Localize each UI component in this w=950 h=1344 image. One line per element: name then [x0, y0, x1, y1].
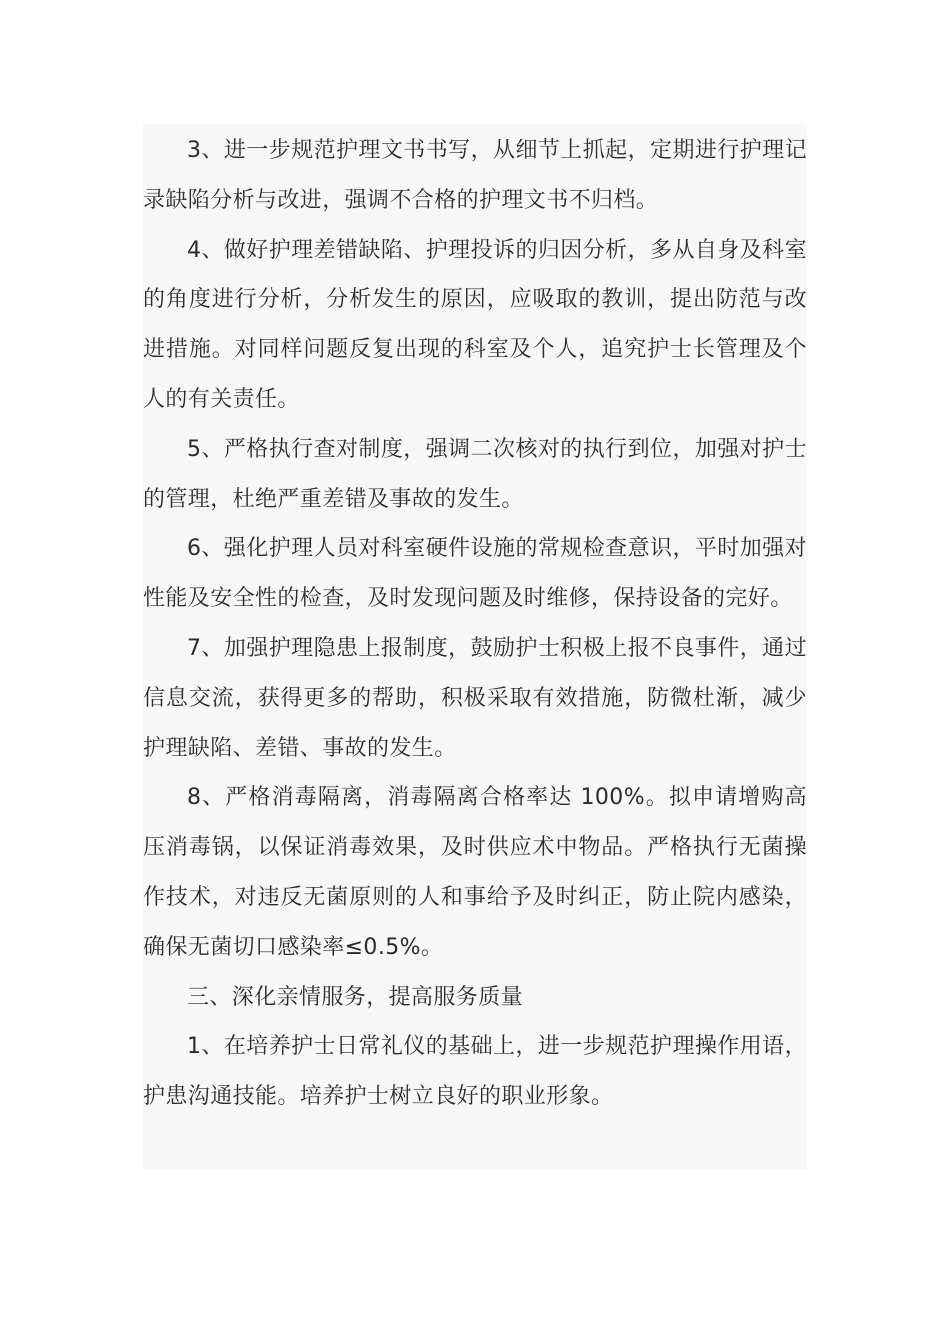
paragraph-item-6: 6、强化护理人员对科室硬件设施的常规检查意识，平时加强对性能及安全性的检查，及时发现问题及时维修，保持设备的完好。	[143, 536, 807, 612]
paragraph-item-1: 1、在培养护士日常礼仪的基础上，进一步规范护理操作用语，护患沟通技能。培养护士树立良好的职业形象。	[143, 1034, 807, 1110]
paragraph-item-3: 3、进一步规范护理文书书写，从细节上抓起，定期进行护理记录缺陷分析与改进，强调不合格的护理文书不归档。	[143, 138, 807, 213]
paragraph-item-5: 5、严格执行查对制度，强调二次核对的执行到位，加强对护士的管理，杜绝严重差错及事故的发生。	[143, 436, 807, 512]
section-heading: 三、深化亲情服务，提高服务质量	[187, 984, 524, 1010]
paragraph-item-7: 7、加强护理隐患上报制度，鼓励护士积极上报不良事件，通过信息交流，获得更多的帮助，积极采取有效措施，防微杜渐，减少护理缺陷、差错、事故的发生。	[143, 635, 807, 761]
document-body	[143, 124, 807, 1170]
paragraph-item-4: 4、做好护理差错缺陷、护理投诉的归因分析，多从自身及科室的角度进行分析，分析发生的原因，应吸取的教训，提出防范与改进措施。对同样问题反复出现的科室及个人，追究护士长管理及个人的有关责任。	[143, 237, 807, 412]
paragraph-item-8: 8、严格消毒隔离，消毒隔离合格率达 100%。拟申请增购高压消毒锅，以保证消毒效果，及时供应术中物品。严格执行无菌操作技术，对违反无菌原则的人和事给予及时纠正，防止院内感染，确保无菌切口感染率≤0.5%。	[143, 785, 807, 960]
